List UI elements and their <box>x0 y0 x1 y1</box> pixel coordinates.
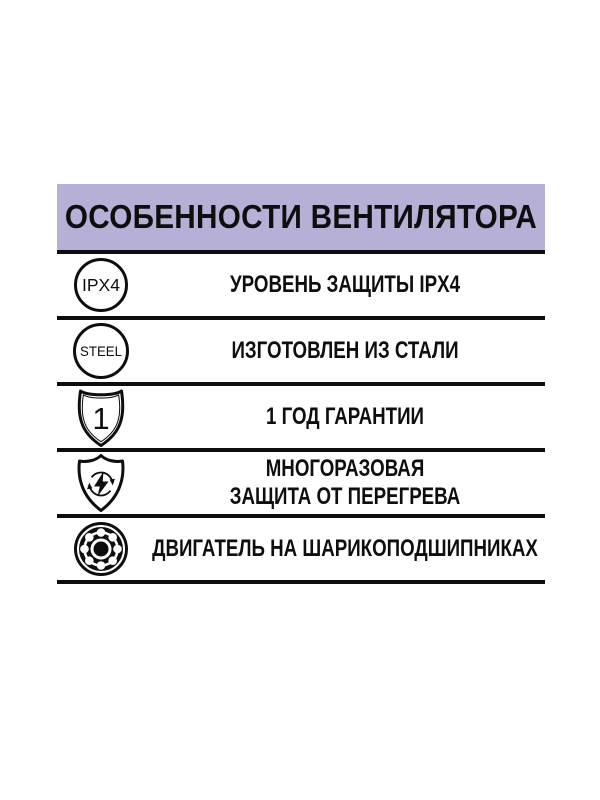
feature-label: ДВИГАТЕЛЬ НА ШАРИКОПОДШИПНИКАХ <box>152 535 538 562</box>
feature-card <box>57 184 545 584</box>
header-banner <box>57 184 545 254</box>
feature-row-warranty <box>57 386 545 452</box>
ball-bearing-icon <box>57 520 145 578</box>
feature-label: УРОВЕНЬ ЗАЩИТЫ IPX4 <box>230 271 460 298</box>
feature-label: 1 ГОД ГАРАНТИИ <box>265 403 425 430</box>
feature-label-line2: ЗАЩИТА ОТ ПЕРЕГРЕВА <box>229 483 461 510</box>
warranty-years-label: 1 <box>92 401 110 436</box>
ipx4-badge-icon <box>57 257 145 313</box>
overheat-protection-shield-icon <box>57 452 145 514</box>
feature-label: ИЗГОТОВЛЕН ИЗ СТАЛИ <box>231 337 459 364</box>
warranty-shield-icon <box>57 386 145 448</box>
steel-badge-label: STEEL <box>80 343 123 359</box>
feature-label-line1: МНОГОРАЗОВАЯ <box>265 455 425 482</box>
steel-badge-icon <box>57 322 145 380</box>
ipx4-badge-label: IPX4 <box>82 275 121 295</box>
feature-row-ipx4 <box>57 254 545 320</box>
feature-row-steel <box>57 320 545 386</box>
feature-label <box>230 455 461 511</box>
page-title: ОСОБЕННОСТИ ВЕНТИЛЯТОРА <box>64 198 538 235</box>
feature-row-overheat <box>57 452 545 518</box>
feature-row-bearing <box>57 518 545 584</box>
